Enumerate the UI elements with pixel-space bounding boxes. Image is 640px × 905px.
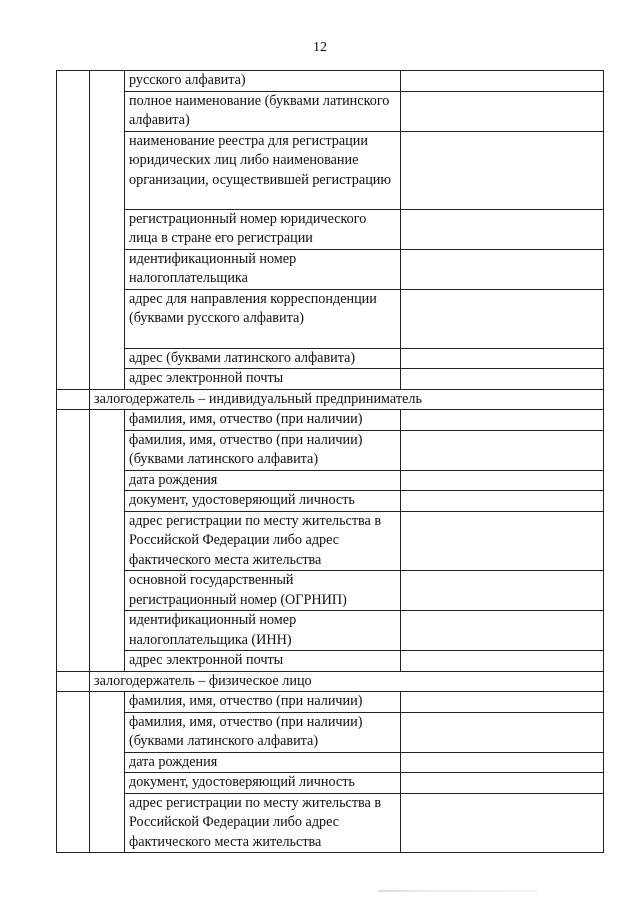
field-label: адрес регистрации по месту жительства в Российской Федерации либо адрес фактического места жительства <box>125 511 401 571</box>
table-row <box>57 369 604 390</box>
index-cell <box>57 71 90 92</box>
pledge-register-table <box>56 70 604 853</box>
value-cell[interactable] <box>401 369 604 390</box>
table-row <box>57 511 604 571</box>
table-row <box>57 289 604 348</box>
field-label: основной государственный регистрационный номер (ОГРНИП) <box>125 571 401 611</box>
table-row <box>57 249 604 289</box>
table-row <box>57 131 604 209</box>
value-cell[interactable] <box>401 430 604 470</box>
page-number: 12 <box>313 40 327 55</box>
value-cell[interactable] <box>401 491 604 512</box>
field-label: дата рождения <box>125 470 401 491</box>
value-cell[interactable] <box>401 348 604 369</box>
field-label: фамилия, имя, отчество (при наличии) (буквами латинского алфавита) <box>125 712 401 752</box>
value-cell[interactable] <box>401 71 604 92</box>
value-cell[interactable] <box>401 249 604 289</box>
table-row <box>57 712 604 752</box>
field-label: документ, удостоверяющий личность <box>125 773 401 794</box>
table-row <box>57 773 604 794</box>
table-row <box>57 410 604 431</box>
table-row <box>57 209 604 249</box>
field-label: дата рождения <box>125 752 401 773</box>
section-title: залогодержатель – индивидуальный предприниматель <box>90 389 604 410</box>
table-row <box>57 71 604 92</box>
field-label: документ, удостоверяющий личность <box>125 491 401 512</box>
table-row <box>57 692 604 713</box>
value-cell[interactable] <box>401 773 604 794</box>
value-cell[interactable] <box>401 511 604 571</box>
field-label: идентификационный номер налогоплательщика (ИНН) <box>125 611 401 651</box>
field-label: адрес (буквами латинского алфавита) <box>125 348 401 369</box>
value-cell[interactable] <box>401 131 604 209</box>
table-row <box>57 651 604 672</box>
field-label: адрес для направления корреспонденции (буквами русского алфавита) <box>125 289 401 348</box>
section-header-row <box>57 389 604 410</box>
field-label: адрес электронной почты <box>125 651 401 672</box>
field-label: регистрационный номер юридического лица в стране его регистрации <box>125 209 401 249</box>
value-cell[interactable] <box>401 651 604 672</box>
table-row <box>57 752 604 773</box>
value-cell[interactable] <box>401 289 604 348</box>
subindex-cell <box>90 71 125 92</box>
table-row <box>57 348 604 369</box>
value-cell[interactable] <box>401 793 604 853</box>
field-label: русского алфавита) <box>125 71 401 92</box>
table-row <box>57 470 604 491</box>
value-cell[interactable] <box>401 611 604 651</box>
table-row <box>57 91 604 131</box>
value-cell[interactable] <box>401 91 604 131</box>
field-label: фамилия, имя, отчество (при наличии) (буквами латинского алфавита) <box>125 430 401 470</box>
field-label: адрес электронной почты <box>125 369 401 390</box>
value-cell[interactable] <box>401 470 604 491</box>
value-cell[interactable] <box>401 712 604 752</box>
table-row <box>57 793 604 853</box>
field-label: фамилия, имя, отчество (при наличии) <box>125 692 401 713</box>
field-label: идентификационный номер налогоплательщика <box>125 249 401 289</box>
table-row <box>57 571 604 611</box>
field-label: полное наименование (буквами латинского алфавита) <box>125 91 401 131</box>
section-title: залогодержатель – физическое лицо <box>90 671 604 692</box>
value-cell[interactable] <box>401 571 604 611</box>
table-row <box>57 611 604 651</box>
field-label: адрес регистрации по месту жительства в Российской Федерации либо адрес фактического места жительства <box>125 793 401 853</box>
value-cell[interactable] <box>401 410 604 431</box>
scan-artifact <box>378 890 538 892</box>
value-cell[interactable] <box>401 692 604 713</box>
field-label: наименование реестра для регистрации юридических лиц либо наименование организации, осуществившей регистрацию <box>125 131 401 209</box>
section-header-row <box>57 671 604 692</box>
table-row <box>57 491 604 512</box>
field-label: фамилия, имя, отчество (при наличии) <box>125 410 401 431</box>
value-cell[interactable] <box>401 752 604 773</box>
value-cell[interactable] <box>401 209 604 249</box>
table-row <box>57 430 604 470</box>
